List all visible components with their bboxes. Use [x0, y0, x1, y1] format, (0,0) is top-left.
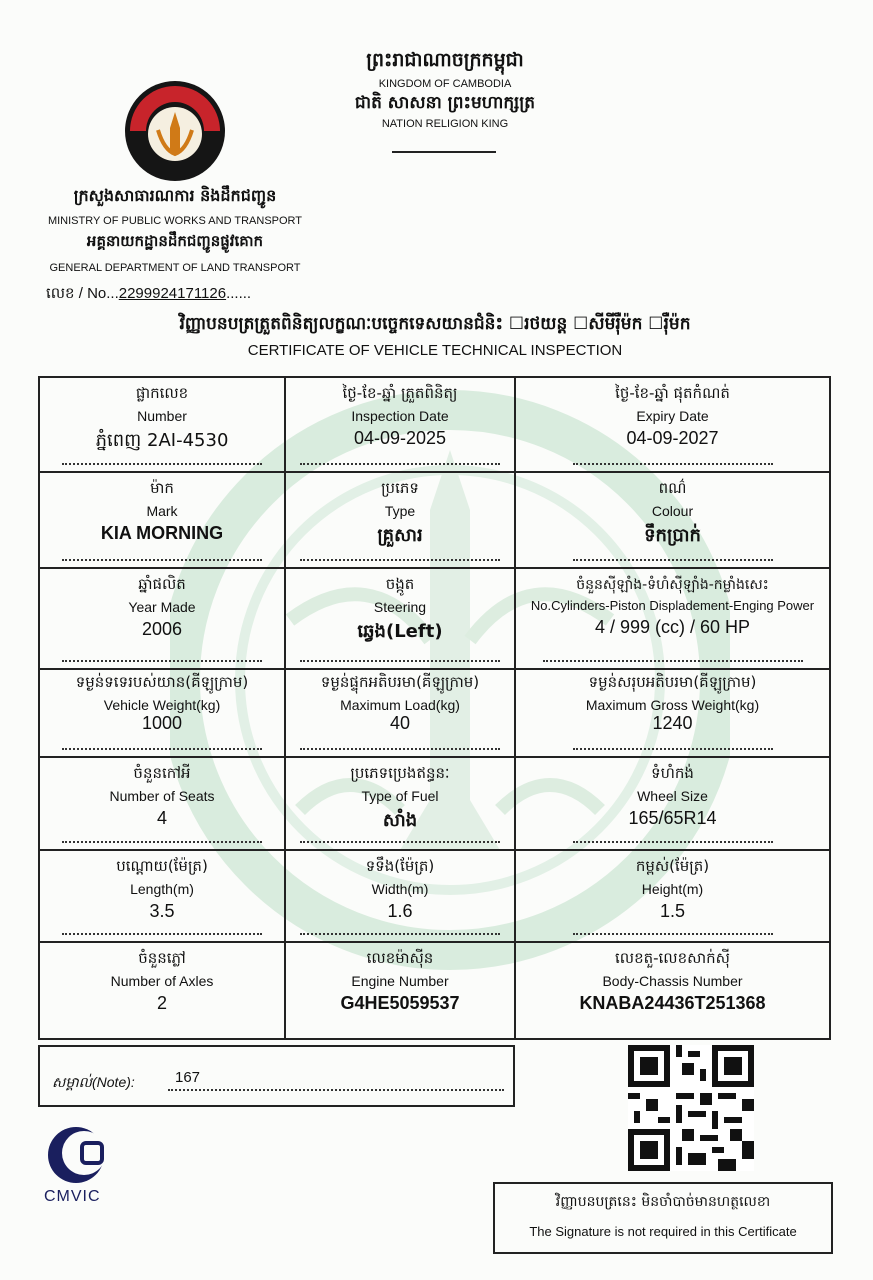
- type-label-en: Type: [384, 503, 416, 519]
- inspection-table: [38, 376, 831, 1040]
- kingdom-en: KINGDOM OF CAMBODIA: [378, 78, 512, 90]
- height-value: 1.5: [659, 901, 686, 921]
- wheel-value: 165/65R14: [628, 808, 717, 828]
- colour-dots: [573, 559, 773, 561]
- wheel-label-en: Wheel Size: [637, 788, 708, 804]
- mark-label-kh: ម៉ាក: [150, 479, 174, 497]
- fuel-value: សាំង: [382, 810, 418, 831]
- cell-chassis-number: [516, 943, 829, 1038]
- colour-value: ទឹកប្រាក់: [644, 525, 701, 546]
- cell-steering: [286, 569, 516, 670]
- engine-number-label-kh: លេខម៉ាស៊ីន: [366, 949, 434, 967]
- max-load-value: 40: [389, 713, 411, 733]
- fuel-label-kh: ប្រភេទប្រេងឥន្ធនៈ: [350, 764, 450, 782]
- height-label-en: Height(m): [641, 881, 704, 897]
- cell-fuel: [286, 758, 516, 851]
- axles-value: 2: [156, 993, 167, 1013]
- certificate-number: [46, 284, 251, 306]
- length-label-kh: បណ្ដោយ(ម៉ែត្រ): [116, 857, 208, 875]
- qr-code-icon: [628, 1045, 754, 1171]
- cell-number: [40, 378, 286, 473]
- signature-notice-box: [493, 1182, 833, 1254]
- cell-vehicle-weight: [40, 670, 286, 758]
- inspection-date-dots: [300, 463, 500, 465]
- wheel-dots: [573, 841, 773, 843]
- title-kh: វិញ្ញាបនបត្រត្រួតពិនិត្យលក្ខណៈបច្ចេកទេសយានជំនិះ ☐រថយន្ត ☐សីមីរ៉ឺម៉ក ☐រ៉ឺម៉ក: [179, 314, 691, 334]
- cell-inspection-date: [286, 378, 516, 473]
- type-label-kh: ប្រភេទ: [381, 479, 419, 497]
- year-made-value: 2006: [141, 619, 183, 639]
- engine-spec-label-kh: ចំនួនស៊ីឡាំង-ទំហំស៊ីឡាំង-កម្លាំងសេះ: [576, 577, 769, 593]
- mark-dots: [62, 559, 262, 561]
- engine-spec-dots: [543, 660, 803, 662]
- mark-label-en: Mark: [146, 503, 178, 519]
- engine-spec-value: 4 / 999 (cc) / 60 HP: [594, 617, 751, 637]
- seats-value: 4: [156, 808, 167, 828]
- kingdom-kh: ព្រះរាជាណាចក្រកម្ពុជា: [366, 49, 524, 71]
- height-label-kh: កម្ពស់(ម៉ែត្រ): [635, 857, 710, 875]
- steering-label-kh: ចង្កូត: [385, 575, 415, 593]
- width-label-en: Width(m): [371, 881, 429, 897]
- department-en: GENERAL DEPARTMENT OF LAND TRANSPORT: [49, 262, 301, 274]
- width-label-kh: ទទឹង(ម៉ែត្រ): [365, 857, 435, 875]
- note-label: សម្គាល់(Note):: [52, 1074, 135, 1090]
- cell-colour: [516, 473, 829, 569]
- motto-kh: ជាតិ សាសនា ព្រះមហាក្សត្រ: [354, 93, 536, 113]
- ministry-name-kh: ក្រសួងសាធារណការ និងដឹកជញ្ជូន: [73, 186, 277, 205]
- chassis-value: KNABA24436T251368: [579, 993, 766, 1013]
- cell-length: [40, 851, 286, 943]
- year-made-label-kh: ឆ្នាំផលិត: [138, 575, 186, 593]
- certificate-number-value: 2299924171126: [118, 285, 227, 302]
- length-label-en: Length(m): [130, 881, 194, 897]
- department-kh: អគ្គនាយកដ្ឋានដឹកជញ្ជូនផ្លូវគោក: [86, 232, 264, 250]
- inspection-date-value: 04-09-2025: [353, 428, 447, 448]
- seats-dots: [62, 841, 262, 843]
- cell-wheel-size: [516, 758, 829, 851]
- cell-engine-spec: [516, 569, 829, 670]
- wheel-label-kh: ទំហំកង់: [651, 764, 694, 782]
- max-gross-label-en: Maximum Gross Weight(kg): [585, 697, 760, 713]
- number-label-kh: ផ្លាកលេខ: [135, 384, 189, 402]
- cell-axles: [40, 943, 286, 1038]
- max-load-label-en: Maximum Load(kg): [340, 697, 460, 713]
- colour-label-kh: ពណ៌: [658, 479, 687, 497]
- type-value: គ្រួសារ: [377, 525, 423, 546]
- steering-dots: [300, 660, 500, 662]
- ministry-logo-icon: [124, 80, 226, 182]
- cell-max-gross-weight: [516, 670, 829, 758]
- note-dots: [168, 1089, 504, 1091]
- motto-en: NATION RELIGION KING: [381, 118, 509, 130]
- length-dots: [62, 933, 262, 935]
- cmvic-logo-text: CMVIC: [44, 1188, 101, 1205]
- note-value: 167: [175, 1069, 201, 1086]
- signature-notice-en: The Signature is not required in this Certificate: [529, 1224, 797, 1239]
- max-gross-dots: [573, 748, 773, 750]
- signature-notice-kh: វិញ្ញាបនបត្រនេះ មិនចាំបាច់មានហត្ថលេខា: [555, 1194, 771, 1210]
- number-label-en: Number: [137, 408, 187, 424]
- colour-label-en: Colour: [651, 503, 694, 519]
- number-value: ភ្នំពេញ 2AI-4530: [95, 430, 229, 451]
- engine-number-label-en: Engine Number: [351, 973, 449, 989]
- inspection-date-label-en: Inspection Date: [351, 408, 449, 424]
- max-load-label-kh: ទម្ងន់ផ្ទុកអតិបរមា(គីឡូក្រាម): [320, 673, 480, 691]
- cell-mark: [40, 473, 286, 569]
- cell-engine-number: [286, 943, 516, 1038]
- max-load-dots: [300, 748, 500, 750]
- steering-label-en: Steering: [373, 599, 427, 615]
- steering-value: ឆ្វេង(Left): [357, 621, 443, 642]
- expiry-date-label-en: Expiry Date: [636, 408, 709, 424]
- mark-value: KIA MORNING: [100, 523, 224, 543]
- cmvic-logo-icon: [46, 1125, 108, 1185]
- axles-label-en: Number of Axles: [110, 973, 214, 989]
- vehicle-weight-value: 1000: [141, 713, 183, 733]
- cell-max-load: [286, 670, 516, 758]
- year-made-dots: [62, 660, 262, 662]
- cell-type: [286, 473, 516, 569]
- expiry-date-label-kh: ថ្ងៃ-ខែ-ឆ្នាំ ផុតកំណត់: [615, 384, 730, 402]
- fuel-dots: [300, 841, 500, 843]
- inspection-date-label-kh: ថ្ងៃ-ខែ-ឆ្នាំ ត្រួតពិនិត្យ: [342, 384, 458, 402]
- seats-label-en: Number of Seats: [109, 788, 215, 804]
- cell-expiry-date: [516, 378, 829, 473]
- type-dots: [300, 559, 500, 561]
- fuel-label-en: Type of Fuel: [361, 788, 439, 804]
- chassis-label-kh: លេខតួ-លេខសាក់ស៊ី: [615, 949, 730, 967]
- cell-year-made: [40, 569, 286, 670]
- vehicle-weight-dots: [62, 748, 262, 750]
- certificate-number-dots: ......: [226, 285, 252, 302]
- expiry-date-dots: [573, 463, 773, 465]
- number-dots: [62, 463, 262, 465]
- vehicle-weight-label-en: Vehicle Weight(kg): [103, 697, 221, 713]
- max-gross-label-kh: ទម្ងន់សរុបអតិបរមា(គីឡូក្រាម): [588, 673, 757, 691]
- cell-height: [516, 851, 829, 943]
- expiry-date-value: 04-09-2027: [626, 428, 719, 448]
- cell-seats: [40, 758, 286, 851]
- chassis-label-en: Body-Chassis Number: [602, 973, 743, 989]
- title-en: CERTIFICATE OF VEHICLE TECHNICAL INSPECTION: [247, 342, 623, 359]
- header-ornament-divider: [392, 151, 496, 153]
- max-gross-value: 1240: [652, 713, 693, 733]
- height-dots: [573, 933, 773, 935]
- note-box: [38, 1045, 515, 1107]
- cell-width: [286, 851, 516, 943]
- vehicle-weight-label-kh: ទម្ងន់ទទេរបស់យាន(គីឡូក្រាម): [75, 673, 249, 691]
- ministry-name-en: MINISTRY OF PUBLIC WORKS AND TRANSPORT: [47, 215, 303, 227]
- width-value: 1.6: [387, 901, 413, 921]
- engine-number-value: G4HE5059537: [340, 993, 460, 1013]
- year-made-label-en: Year Made: [128, 599, 196, 615]
- length-value: 3.5: [149, 901, 175, 921]
- engine-spec-label-en: No.Cylinders-Piston Displadement-Enging Power: [530, 598, 815, 613]
- axles-label-kh: ចំនួនភ្លៅ: [138, 949, 186, 967]
- certificate-number-label: លេខ / No...: [46, 285, 119, 302]
- width-dots: [300, 933, 500, 935]
- seats-label-kh: ចំនួនកៅអី: [133, 764, 191, 782]
